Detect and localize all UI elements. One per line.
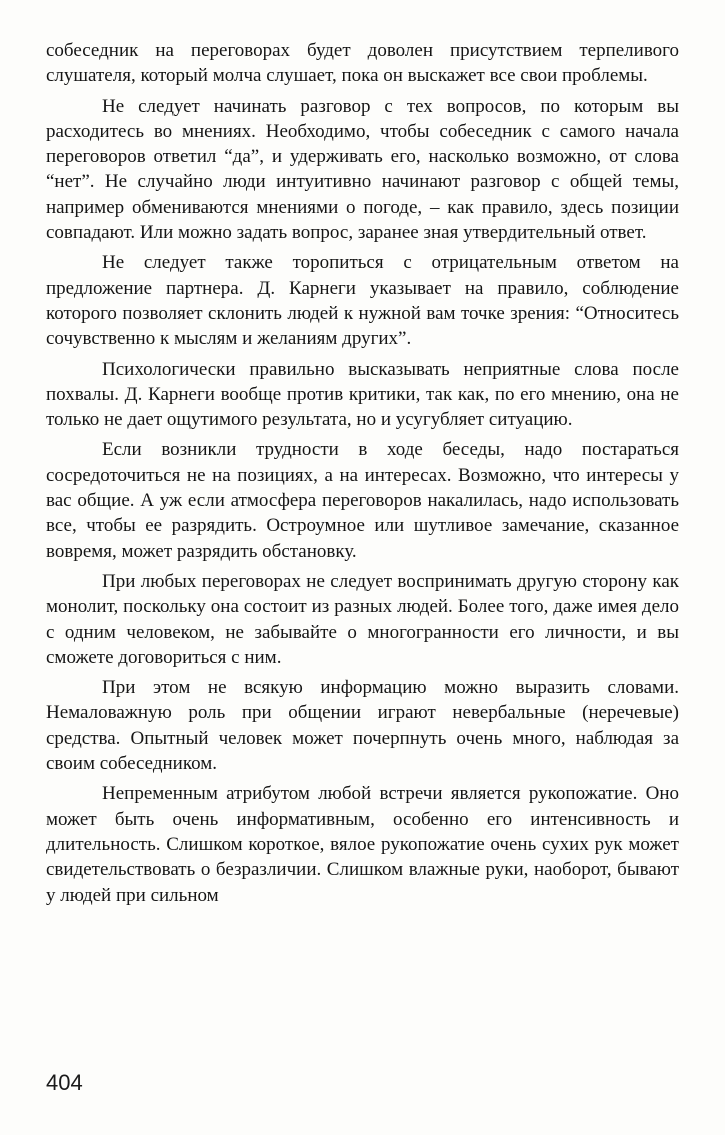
paragraph-1: собеседник на переговорах будет доволен присутствием терпеливого слушателя, который молча слушает, пока он выскажет все свои проблемы. xyxy=(46,40,679,87)
paragraph-2: Не следует начинать разговор с тех вопросов, по которым вы расходитесь во мнениях. Необходимо, чтобы собеседник с самого начала переговоров ответил “да”, и удерживать его, насколько возможно, от слова “нет”. Не случайно люди интуитивно начинают разговор с общей темы, например обмениваются мнениями о погоде, – как правило, здесь позиции совпадают. Или можно задать вопрос, заранее зная утвердительный ответ. xyxy=(46,95,679,244)
paragraph-3: Не следует также торопиться с отрицательным ответом на предложение партнера. Д. Карнеги указывает на правило, соблюдение которого позволяет склонить людей к нужной вам точке зрения: “Относитесь сочувственно к мыслям и желаниям других”. xyxy=(46,252,679,350)
paragraph-4: Психологически правильно высказывать неприятные слова после похвалы. Д. Карнеги вообще против критики, так как, по его мнению, она не только не дает ощутимого результата, но и усугубляет ситуацию. xyxy=(46,358,679,431)
paragraph-6: При любых переговорах не следует воспринимать другую сторону как монолит, поскольку она состоит из разных людей. Более того, даже имея дело с одним человеком, не забывайте о многогранности его личности, и вы сможете договориться с ним. xyxy=(46,570,679,668)
paragraph-8: Непременным атрибутом любой встречи является рукопожатие. Оно может быть очень информативным, особенно его интенсивность и длительность. Слишком короткое, вялое рукопожатие очень сухих рук может свидетельствовать о безразличии. Слишком влажные руки, наоборот, бывают у людей при сильном xyxy=(46,783,679,906)
body-text xyxy=(46,38,679,908)
paragraph-7: При этом не всякую информацию можно выразить словами. Немаловажную роль при общении играют невербальные (неречевые) средства. Опытный человек может почерпнуть очень много, наблюдая за своим собеседником. xyxy=(46,677,679,775)
page-number: 404 xyxy=(46,1070,83,1095)
paragraph-5: Если возникли трудности в ходе беседы, надо постараться сосредоточиться не на позициях, а на интересах. Возможно, что интересы у вас общие. А уж если атмосфера переговоров накалилась, надо использовать все, чтобы ее разрядить. Остроумное или шутливое замечание, сказанное вовремя, может разрядить обстановку. xyxy=(46,439,679,562)
